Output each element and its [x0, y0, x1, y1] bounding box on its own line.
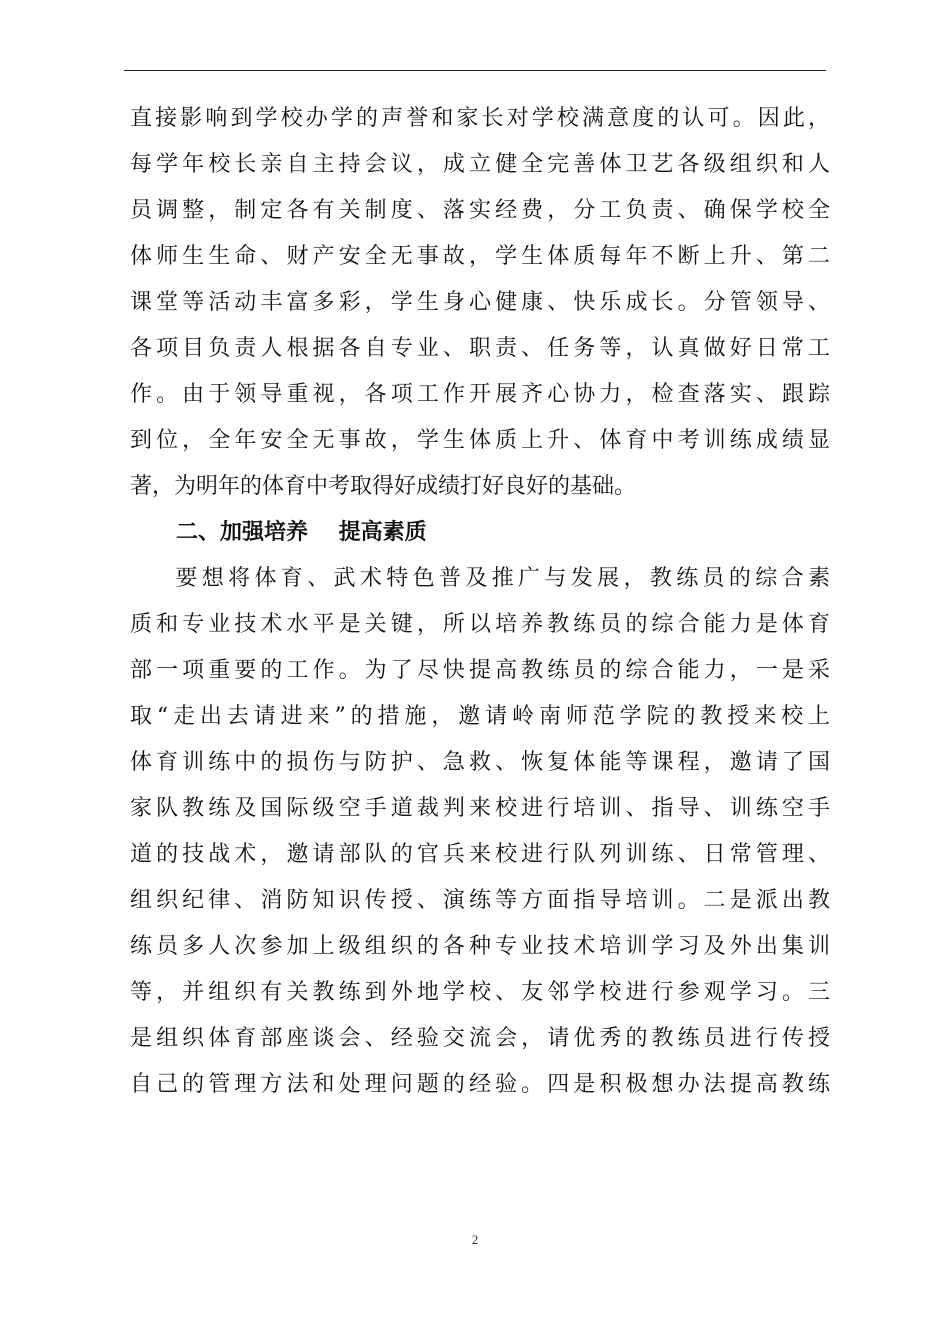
paragraph-line: 是组织体育部座谈会、经验交流会，请优秀的教练员进行传授: [130, 1026, 830, 1051]
header-rule: [124, 70, 826, 71]
paragraph-line: 道的技战术，邀请部队的官兵来校进行队列训练、日常管理、: [130, 842, 830, 867]
section-heading: 二、加强培养 提高素质: [176, 520, 427, 545]
paragraph-line: 员调整，制定各有关制度、落实经费，分工负责、确保学校全: [130, 198, 830, 223]
page-number: 2: [471, 1232, 479, 1247]
paragraph-line: 要想将体育、武术特色普及推广与发展，教练员的综合素: [130, 566, 830, 591]
paragraph-line: 每学年校长亲自主持会议，成立健全完善体卫艺各级组织和人: [130, 152, 830, 177]
paragraph-line: 作。由于领导重视，各项工作开展齐心协力，检查落实、跟踪: [130, 382, 830, 407]
paragraph-line: 自己的管理方法和处理问题的经验。四是积极想办法提高教练: [130, 1072, 830, 1097]
paragraph-line: 课堂等活动丰富多彩，学生身心健康、快乐成长。分管领导、: [130, 290, 830, 315]
paragraph-line: 著，为明年的体育中考取得好成绩打好良好的基础。: [130, 474, 637, 499]
paragraph-2: [130, 556, 830, 1108]
paragraph-line: 组织纪律、消防知识传授、演练等方面指导培训。二是派出教: [130, 888, 830, 913]
paragraph-line: 练员多人次参加上级组织的各种专业技术培训学习及外出集训: [130, 934, 830, 959]
paragraph-1: [130, 96, 830, 510]
paragraph-line: 取“走出去请进来”的措施，邀请岭南师范学院的教授来校上: [130, 704, 830, 729]
document-body: [130, 96, 830, 1108]
paragraph-line: 体育训练中的损伤与防护、急救、恢复体能等课程，邀请了国: [130, 750, 830, 775]
paragraph-line: 直接影响到学校办学的声誉和家长对学校满意度的认可。因此，: [130, 106, 830, 131]
paragraph-line: 质和专业技术水平是关键，所以培养教练员的综合能力是体育: [130, 612, 830, 637]
paragraph-line: 等，并组织有关教练到外地学校、友邻学校进行参观学习。三: [130, 980, 830, 1005]
paragraph-line: 到位，全年安全无事故，学生体质上升、体育中考训练成绩显: [130, 428, 830, 453]
paragraph-line: 各项目负责人根据各自专业、职责、任务等，认真做好日常工: [130, 336, 830, 361]
paragraph-line: 家队教练及国际级空手道裁判来校进行培训、指导、训练空手: [130, 796, 830, 821]
paragraph-line: 部一项重要的工作。为了尽快提高教练员的综合能力，一是采: [130, 658, 830, 683]
paragraph-line: 体师生生命、财产安全无事故，学生体质每年不断上升、第二: [130, 244, 830, 269]
